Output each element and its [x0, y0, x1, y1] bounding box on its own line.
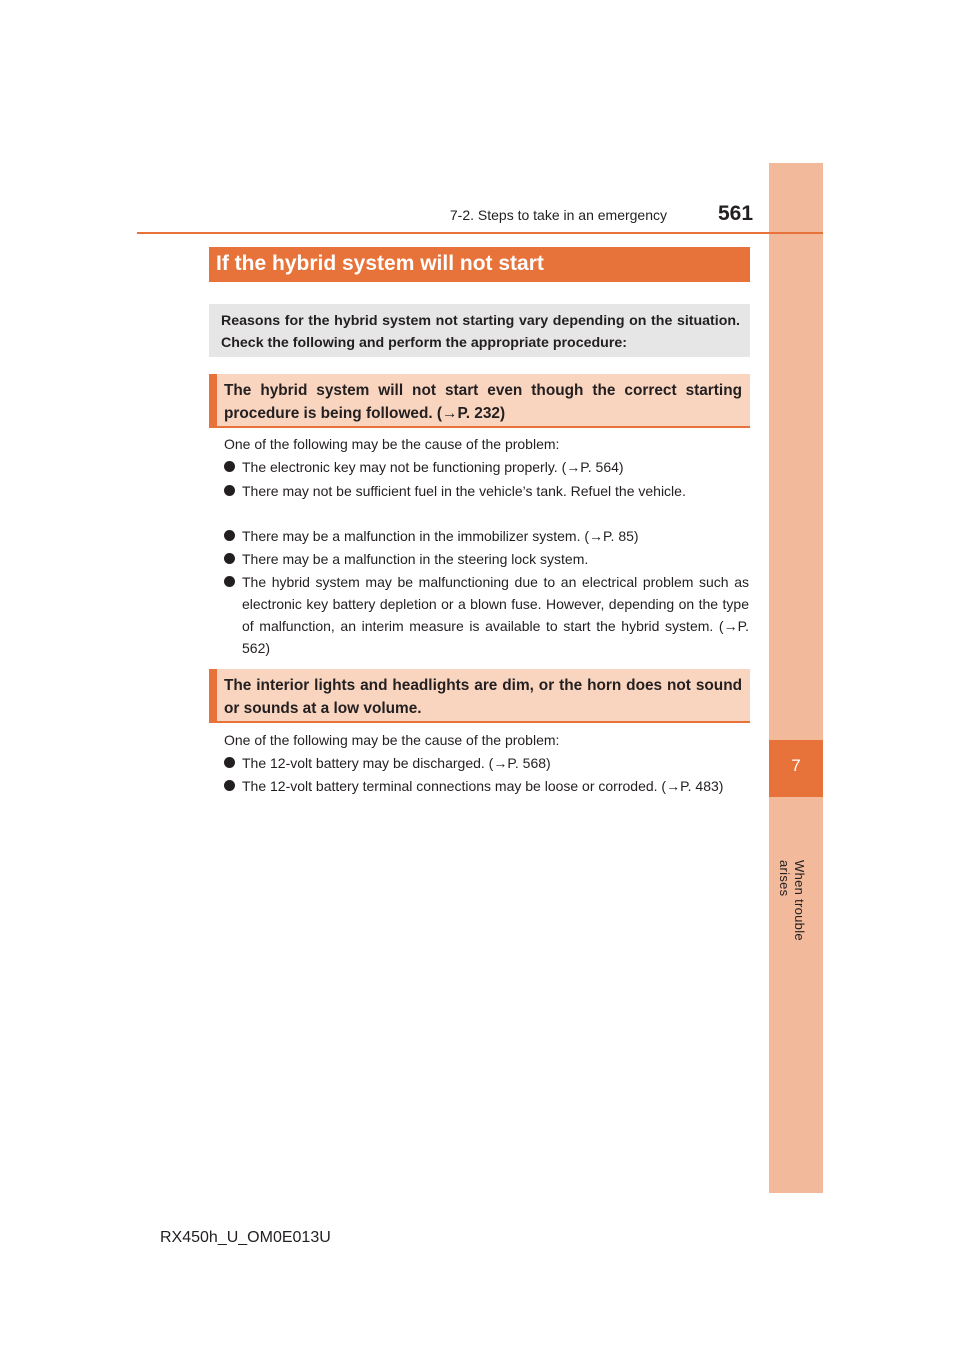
- list-item: The 12-volt battery terminal connections may be loose or corroded. (→P. 483): [224, 775, 749, 797]
- section1-lead: One of the following may be the cause of the problem:: [224, 436, 560, 452]
- list-item: The electronic key may not be functioning properly. (→P. 564): [224, 456, 749, 478]
- list-item: There may be a malfunction in the immobilizer system. (→P. 85): [224, 525, 749, 547]
- bullet-icon: [224, 461, 235, 472]
- subheading-2: The interior lights and headlights are dim, or the horn does not sound or sounds at a low volume.: [209, 669, 750, 723]
- list-item: The hybrid system may be malfunctioning due to an electrical problem such as electronic key battery depletion or a blown fuse. However, depending on the type of malfunction, an interim measure is available to start the hybrid system. (→P. 562): [224, 571, 749, 659]
- list-item: There may be a malfunction in the steering lock system.: [224, 548, 749, 570]
- subheading-1: The hybrid system will not start even though the correct starting procedure is being followed. (→P. 232): [209, 374, 750, 428]
- chapter-side-tab: [769, 163, 823, 1193]
- bullet-icon: [224, 485, 235, 496]
- footer-code: RX450h_U_OM0E013U: [160, 1229, 331, 1246]
- list-item: There may not be sufficient fuel in the vehicle’s tank. Refuel the vehicle.: [224, 480, 749, 502]
- page-number: 561: [718, 202, 754, 225]
- section2-lead: One of the following may be the cause of the problem:: [224, 732, 560, 748]
- bullet-icon: [224, 780, 235, 791]
- page-title: If the hybrid system will not start: [209, 247, 750, 282]
- bullet-icon: [224, 530, 235, 541]
- chapter-label: When trouble arises: [777, 860, 807, 941]
- chapter-number: 7: [791, 756, 801, 775]
- bullet-icon: [224, 553, 235, 564]
- bullet-icon: [224, 757, 235, 768]
- intro-box: Reasons for the hybrid system not starting vary depending on the situation. Check the following and perform the appropriate procedure:: [209, 304, 750, 357]
- header-rule: [137, 232, 823, 234]
- bullet-icon: [224, 576, 235, 587]
- list-item: The 12-volt battery may be discharged. (→P. 568): [224, 752, 749, 774]
- section-header: 7-2. Steps to take in an emergency: [449, 207, 667, 223]
- chapter-number-tab: [769, 740, 823, 797]
